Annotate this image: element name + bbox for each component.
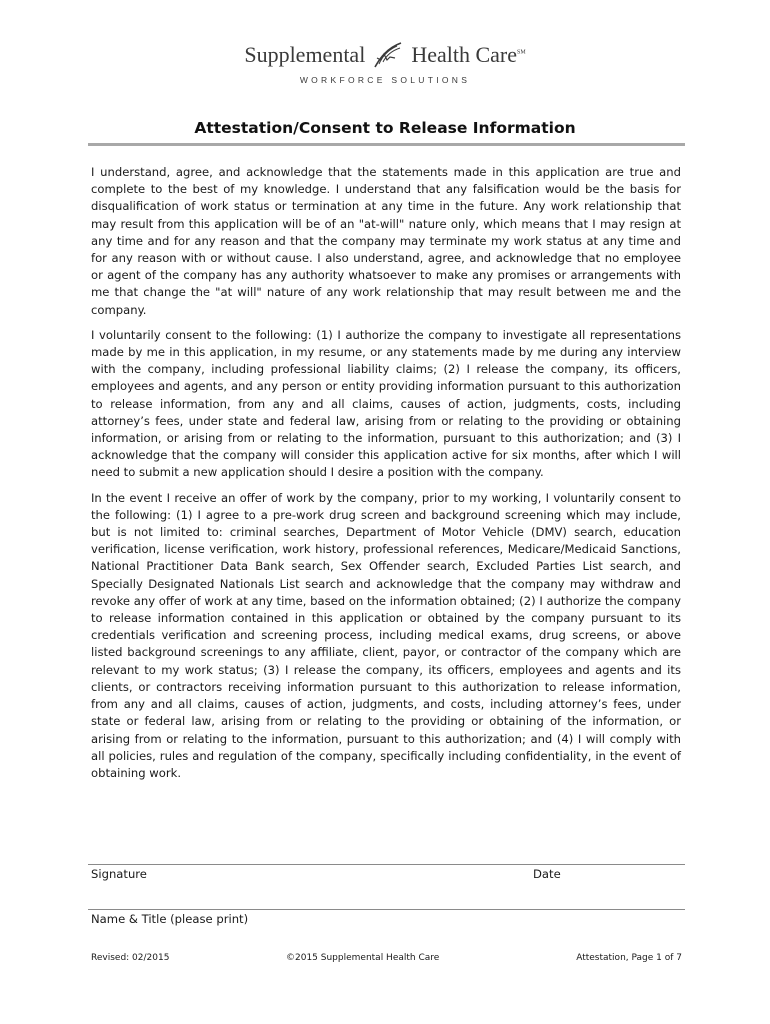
name-title-label: Name & Title (please print) (91, 912, 249, 926)
paragraph-attestation: I understand, agree, and acknowledge that the statements made in this application are true and complete to the best of my knowledge. I understand that any falsification would be the basis for disqualification of work status or termination at any time in the future. Any work relationship that may result from this application will be of an "at-will" nature only, which means that I may resign at any time and for any reason and that the company may terminate my work status at any time and for any reason with or without cause. I also understand, agree, and acknowledge that no employee or agent of the company has any authority whatsoever to make any promises or arrangements with me that change the "at will" nature of any work relationship that may result between me and the company. (91, 165, 681, 317)
document-body (91, 164, 681, 790)
logo-wordmark (244, 40, 525, 70)
paragraph-offer-consent: In the event I receive an offer of work by the company, prior to my working, I voluntarily consent to the following: (1) I agree to a pre-work drug screen and background screening which may include, but is not limited to: criminal searches, Department of Motor Vehicle (DMV) search, education verification, license verification, work history, professional references, Medicare/Medicaid Sanctions, National Practitioner Data Bank search, Sex Offender search, Excluded Parties List search, and Specially Designated Nationals List search and acknowledge that the company may withdraw and revoke any offer of work at any time, based on the information obtained; (2) I authorize the company to release information contained in this application or obtained by the company pursuant to its credentials verification and screening process, including medical exams, drug screens, or above listed background screenings to any affiliate, client, payor, or contractor of the company which are relevant to my work status; (3) I release the company, its officers, employees and agents and its clients, or contractors receiving information pursuant to this authorization to release information, from any and all claims, causes of action, judgments, and costs, including attorney’s fees, under state or federal law, arising from or relating to the providing or obtaining of the information, or arising from or relating to the information, pursuant to this authorization; and (4) I will comply with all policies, rules and regulation of the company, specifically including confidentiality, in the event of obtaining work. (91, 490, 681, 780)
signature-line[interactable] (88, 864, 685, 865)
footer-revised: Revised: 02/2015 (91, 953, 170, 963)
feather-icon (371, 40, 405, 70)
footer-copyright: ©2015 Supplemental Health Care (286, 953, 440, 963)
footer-page-number: Attestation, Page 1 of 7 (576, 953, 682, 963)
logo-name-left: Supplemental (244, 42, 366, 67)
service-mark: SM (516, 49, 526, 56)
logo-name-right: Health Care℠ (411, 42, 526, 67)
paragraph-consent: I voluntarily consent to the following: (1) I authorize the company to investigate all representations made by me in this application, in my resume, or any statements made by me during any interview with the company, including professional liability claims; (2) I release the company, its officers, employees and agents, and any person or entity providing information pursuant to this authorization to release information, from any and all claims, causes of action, judgments, costs, including attorney’s fees, under state and federal law, arising from or relating to the providing or obtaining information, or arising from or relating to the information, pursuant to this authorization; and (3) I acknowledge that the company will consider this application active for six months, after which I will need to submit a new application should I desire a position with the company. (91, 327, 681, 480)
document-title: Attestation/Consent to Release Information (194, 119, 576, 137)
logo-tagline: WORKFORCE SOLUTIONS (299, 75, 471, 85)
signature-label: Signature (91, 867, 147, 881)
date-label: Date (533, 867, 561, 881)
company-logo (0, 40, 770, 85)
title-divider (88, 143, 685, 146)
name-title-line[interactable] (88, 909, 685, 910)
